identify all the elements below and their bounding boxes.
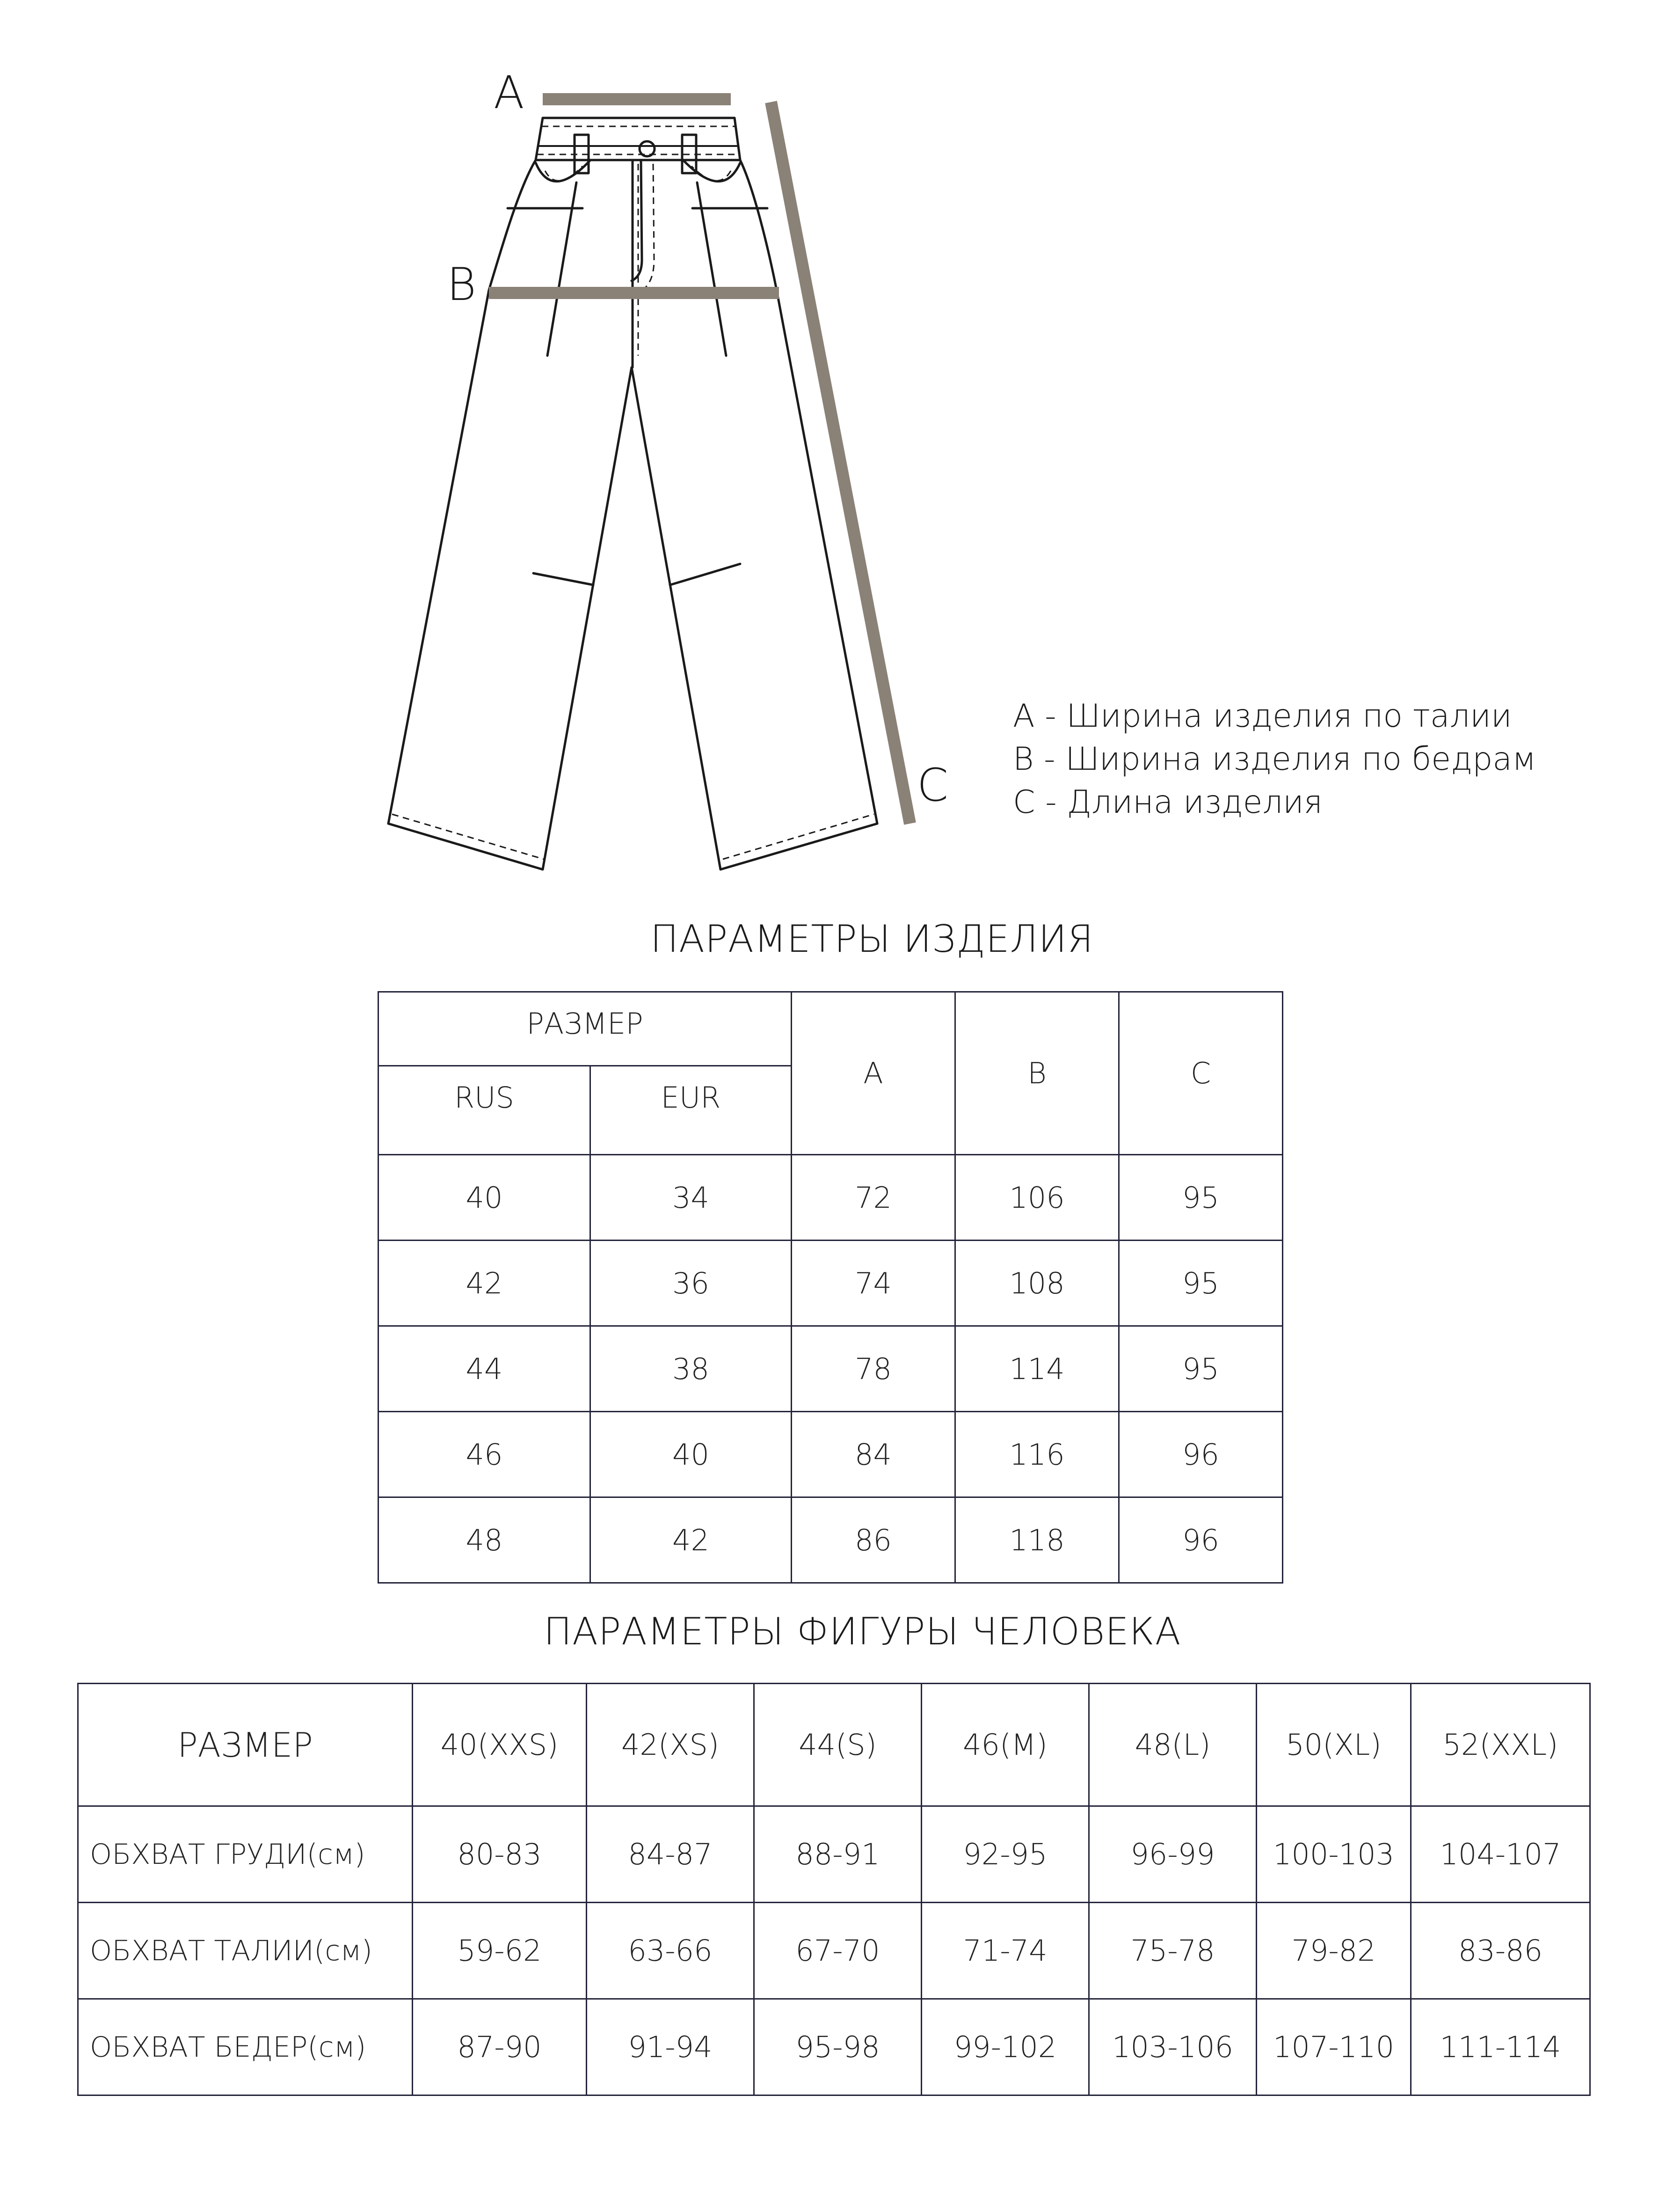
cell-eur: 38 (590, 1326, 792, 1412)
cell-value: 63-66 (587, 1903, 754, 1999)
cell-a: 84 (792, 1412, 955, 1497)
cell-eur: 34 (590, 1155, 792, 1241)
cell-rus: 46 (378, 1412, 590, 1497)
cell-rus: 44 (378, 1326, 590, 1412)
table-row (378, 1155, 1283, 1241)
table-row (378, 1497, 1283, 1583)
row-label-waist: ОБХВАТ ТАЛИИ(см) (78, 1903, 413, 1999)
legend-item-c: С - Длина изделия (1013, 784, 1323, 821)
size-label: 52(XXL) (1411, 1684, 1590, 1806)
legend-item-a: А - Ширина изделия по талии (1013, 698, 1512, 735)
cell-c: 96 (1119, 1497, 1283, 1583)
cell-c: 96 (1119, 1412, 1283, 1497)
cell-value: 59-62 (413, 1903, 587, 1999)
cell-c: 95 (1119, 1326, 1283, 1412)
table-row (78, 1806, 1590, 1903)
cell-value: 96-99 (1089, 1806, 1257, 1903)
cell-c: 95 (1119, 1155, 1283, 1241)
table-row (378, 1326, 1283, 1412)
cell-rus: 42 (378, 1241, 590, 1326)
product-col-c: С (1119, 992, 1283, 1155)
product-size-header: РАЗМЕР (378, 992, 792, 1066)
size-label: 50(XL) (1257, 1684, 1411, 1806)
row-label-chest: ОБХВАТ ГРУДИ(см) (78, 1806, 413, 1903)
cell-value: 67-70 (754, 1903, 922, 1999)
product-col-eur: EUR (590, 1066, 792, 1155)
product-col-a: А (792, 992, 955, 1155)
cell-value: 100-103 (1257, 1806, 1411, 1903)
cell-b: 114 (955, 1326, 1119, 1412)
cell-eur: 36 (590, 1241, 792, 1326)
cell-value: 91-94 (587, 1999, 754, 2095)
cell-c: 95 (1119, 1241, 1283, 1326)
cell-value: 79-82 (1257, 1903, 1411, 1999)
product-col-rus: RUS (378, 1066, 590, 1155)
row-label-hips: ОБХВАТ БЕДЕР(см) (78, 1999, 413, 2095)
size-label: 44(S) (754, 1684, 922, 1806)
size-label: 48(L) (1089, 1684, 1257, 1806)
cell-value: 88-91 (754, 1806, 922, 1903)
marker-a: A (494, 66, 524, 119)
cell-value: 95-98 (754, 1999, 922, 2095)
cell-b: 106 (955, 1155, 1119, 1241)
size-label: 40(XXS) (413, 1684, 587, 1806)
trousers-outline (388, 118, 877, 869)
cell-value: 83-86 (1411, 1903, 1590, 1999)
measurement-legend (1013, 695, 1536, 824)
cell-value: 111-114 (1411, 1999, 1590, 2095)
cell-value: 75-78 (1089, 1903, 1257, 1999)
cell-value: 80-83 (413, 1806, 587, 1903)
body-size-header: РАЗМЕР (78, 1684, 413, 1806)
cell-a: 86 (792, 1497, 955, 1583)
cell-a: 78 (792, 1326, 955, 1412)
cell-value: 107-110 (1257, 1999, 1411, 2095)
cell-b: 118 (955, 1497, 1119, 1583)
cell-eur: 40 (590, 1412, 792, 1497)
cell-b: 116 (955, 1412, 1119, 1497)
size-label: 42(XS) (587, 1684, 754, 1806)
cell-a: 72 (792, 1155, 955, 1241)
product-parameters-table (378, 991, 1283, 1584)
table-row (378, 1241, 1283, 1326)
cell-value: 84-87 (587, 1806, 754, 1903)
body-parameters-table (77, 1683, 1591, 2096)
marker-b: B (447, 258, 476, 311)
size-label: 46(M) (922, 1684, 1089, 1806)
measure-bar-c (771, 102, 910, 824)
cell-b: 108 (955, 1241, 1119, 1326)
cell-value: 103-106 (1089, 1999, 1257, 2095)
cell-value: 99-102 (922, 1999, 1089, 2095)
cell-value: 92-95 (922, 1806, 1089, 1903)
body-header-row (78, 1684, 1590, 1806)
cell-value: 71-74 (922, 1903, 1089, 1999)
body-table-title: ПАРАМЕТРЫ ФИГУРЫ ЧЕЛОВЕКА (544, 1610, 1181, 1653)
product-table-title: ПАРАМЕТРЫ ИЗДЕЛИЯ (650, 917, 1094, 961)
table-row (378, 1412, 1283, 1497)
cell-rus: 40 (378, 1155, 590, 1241)
cell-a: 74 (792, 1241, 955, 1326)
cell-value: 104-107 (1411, 1806, 1590, 1903)
table-row (78, 1903, 1590, 1999)
cell-value: 87-90 (413, 1999, 587, 2095)
product-col-b: В (955, 992, 1119, 1155)
marker-c: C (917, 759, 949, 811)
table-row (78, 1999, 1590, 2095)
cell-eur: 42 (590, 1497, 792, 1583)
cell-rus: 48 (378, 1497, 590, 1583)
legend-item-b: В - Ширина изделия по бедрам (1013, 741, 1536, 778)
